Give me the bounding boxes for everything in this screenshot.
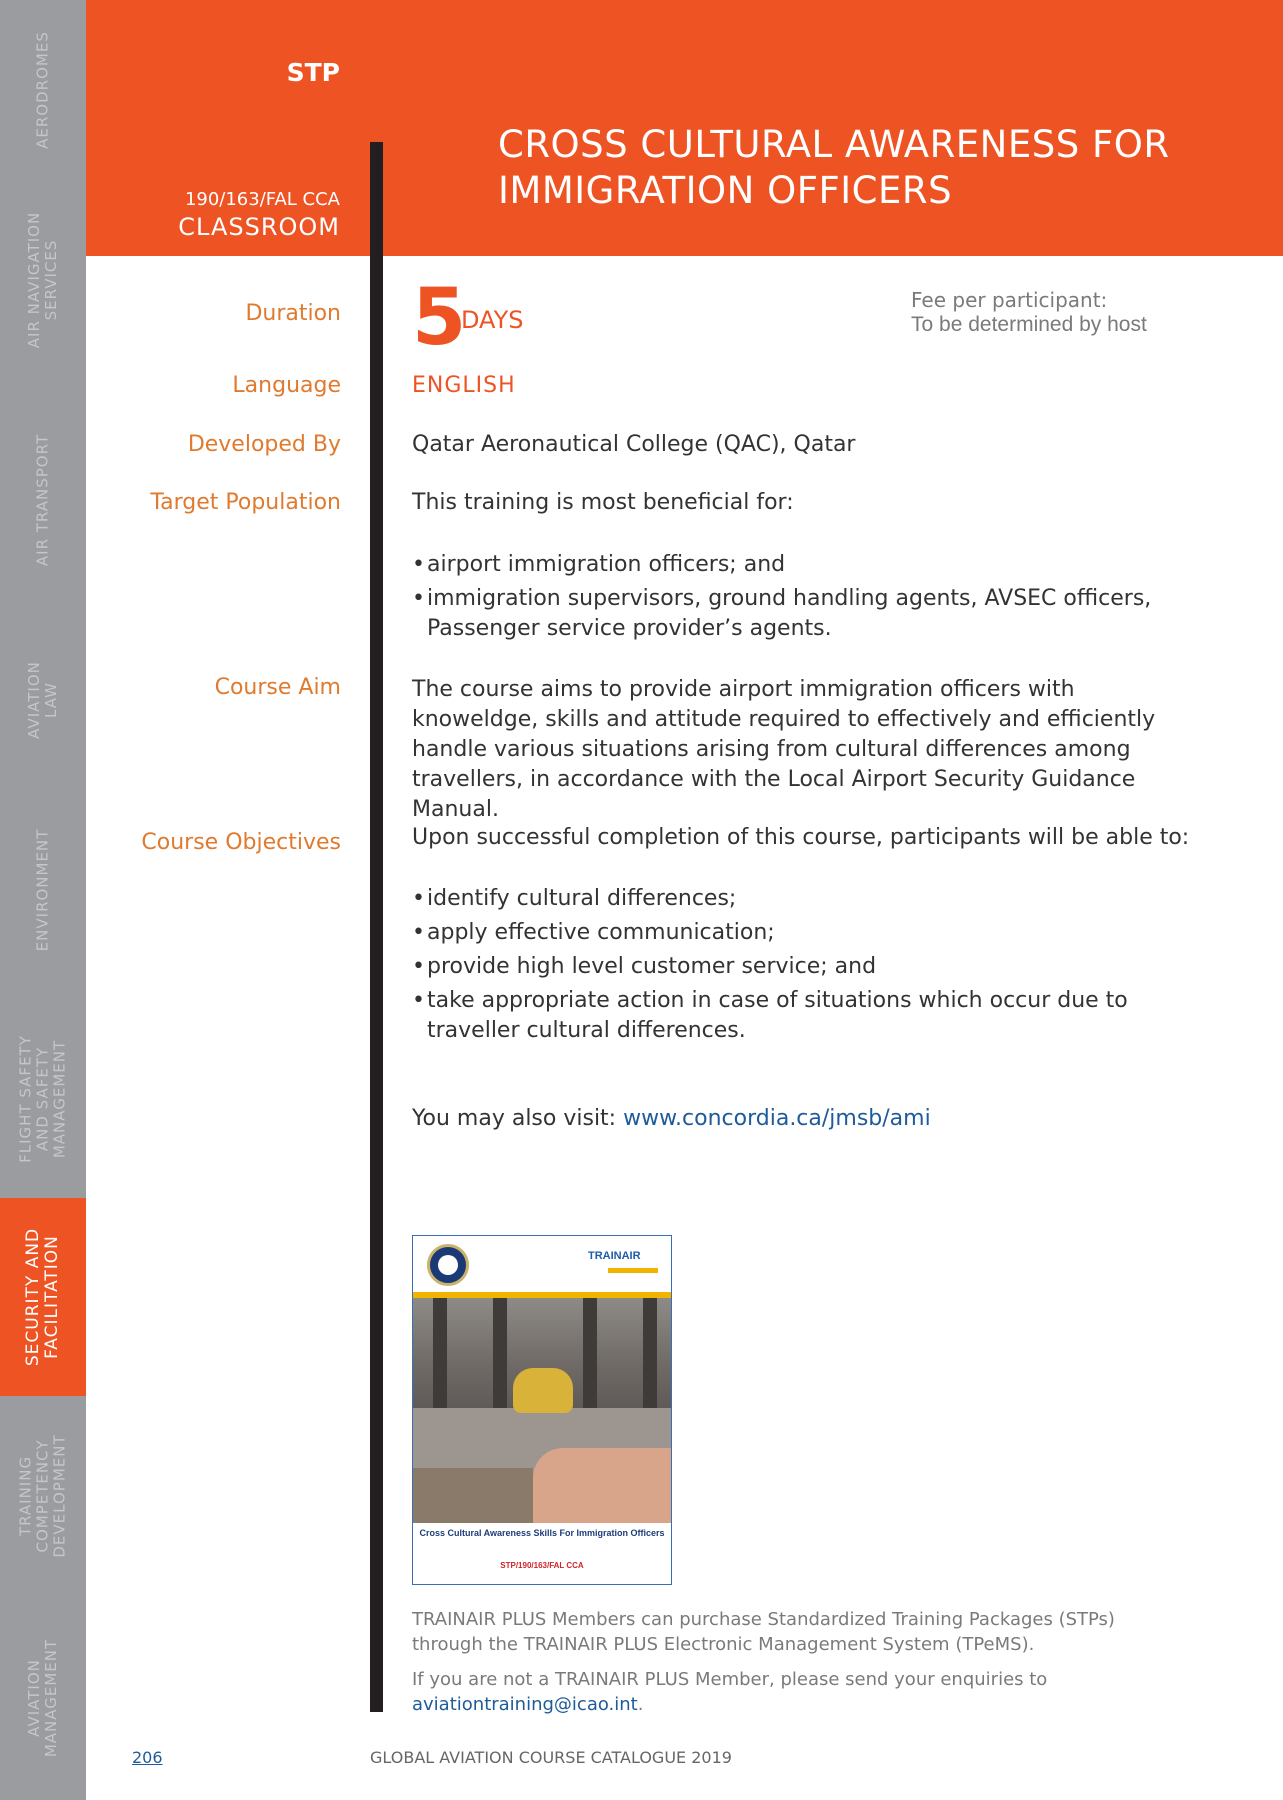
objectives-intro: Upon successful completion of this course, participants will be able to: (412, 825, 1190, 850)
course-header (86, 0, 1283, 256)
sidebar-item-label: AIR NAVIGATION SERVICES (25, 211, 60, 349)
sidebar-item-air-transport[interactable] (0, 380, 86, 620)
course-title: CROSS CULTURAL AWARENESS FOR IMMIGRATION OFFICERS (498, 123, 1170, 212)
list-item: • provide high level customer service; and (412, 952, 1192, 982)
course-aim-text: The course aims to provide airport immigration officers with knoweldge, skills and attitude required to effectively and efficiently handle various situations arising from cultural differences among travellers, in accordance with the Local Airport Security Guidance Manual. (412, 677, 1156, 822)
sidebar-item-environment[interactable] (0, 780, 86, 1000)
duration-number: 5 (412, 273, 467, 363)
label-course-objectives: Course Objectives (141, 830, 341, 855)
target-population-intro: This training is most beneficial for: (412, 490, 794, 515)
sidebar-item-air-navigation[interactable] (0, 180, 86, 380)
fee-value: To be determined by host (911, 313, 1147, 336)
sidebar-item-flight-safety[interactable] (0, 1000, 86, 1198)
stp-badge: STP (286, 58, 340, 87)
sidebar-item-aviation-management[interactable] (0, 1596, 86, 1800)
label-target-population: Target Population (150, 490, 341, 515)
sidebar-item-security[interactable] (0, 1198, 86, 1396)
delivery-mode: CLASSROOM (178, 213, 340, 241)
sidebar-item-label: AVIATION MANAGEMENT (25, 1638, 60, 1758)
sidebar-item-label: AVIATION LAW (25, 661, 60, 739)
course-cover-image (412, 1235, 672, 1585)
trainair-logo: TRAINAIR (588, 1250, 641, 1262)
label-developed-by: Developed By (187, 432, 341, 457)
contact-email-link[interactable]: aviationtraining@icao.int (412, 1694, 638, 1715)
list-item: • identify cultural differences; (412, 884, 1192, 914)
duration-unit: DAYS (461, 306, 524, 334)
list-item: • apply effective communication; (412, 918, 1192, 948)
airport-photo (413, 1298, 671, 1523)
list-item: • airport immigration officers; and (412, 550, 1192, 580)
fee-label: Fee per participant: (911, 288, 1108, 312)
list-item: • take appropriate action in case of situations which occur due to traveller cultural differences. (412, 986, 1192, 1046)
label-language: Language (232, 373, 341, 398)
sidebar-item-label: ENVIRONMENT (33, 828, 52, 952)
vertical-divider (370, 142, 383, 1712)
sidebar-item-label: AERODROMES (33, 31, 52, 149)
college-seal-icon (427, 1244, 469, 1286)
target-population-list (412, 550, 1192, 648)
developed-by-value: Qatar Aeronautical College (QAC), Qatar (412, 432, 856, 457)
cover-caption: Cross Cultural Awareness Skills For Immigration Officers (419, 1528, 665, 1538)
members-note: TRAINAIR PLUS Members can purchase Standardized Training Packages (STPs) through the TRAINAIR PLUS Electronic Management System (TPeMS). (412, 1609, 1115, 1655)
visit-prefix: You may also visit: (412, 1106, 624, 1131)
sidebar-item-label: FLIGHT SAFETY AND SAFETY MANAGEMENT (16, 1035, 69, 1163)
sidebar-item-aviation-law[interactable] (0, 620, 86, 780)
sidebar-item-label: AIR TRANSPORT (33, 433, 52, 567)
sidebar-item-training[interactable] (0, 1396, 86, 1596)
visit-link[interactable]: www.concordia.ca/jmsb/ami (623, 1106, 931, 1131)
non-members-note: If you are not a TRAINAIR PLUS Member, please send your enquiries to aviationtraining@icao.int. (412, 1669, 1048, 1715)
list-item: • immigration supervisors, ground handling agents, AVSEC officers, Passenger service provider’s agents. (412, 584, 1192, 644)
page-number[interactable]: 206 (132, 1748, 163, 1767)
sidebar-item-label: TRAINING COMPETENCY DEVELOPMENT (16, 1434, 69, 1558)
sidebar-item-aerodromes[interactable] (0, 0, 86, 180)
visit-line (412, 1106, 931, 1131)
section-sidebar (0, 0, 86, 1800)
sidebar-item-label: SECURITY AND FACILITATION (23, 1227, 62, 1367)
objectives-list (412, 884, 1192, 1050)
cover-code: STP/190/163/FAL CCA (500, 1561, 584, 1570)
catalogue-footer: GLOBAL AVIATION COURSE CATALOGUE 2019 (370, 1748, 732, 1767)
label-duration: Duration (245, 301, 341, 326)
language-value: ENGLISH (412, 373, 516, 398)
course-code: 190/163/FAL CCA (184, 189, 340, 210)
label-course-aim: Course Aim (214, 675, 341, 700)
